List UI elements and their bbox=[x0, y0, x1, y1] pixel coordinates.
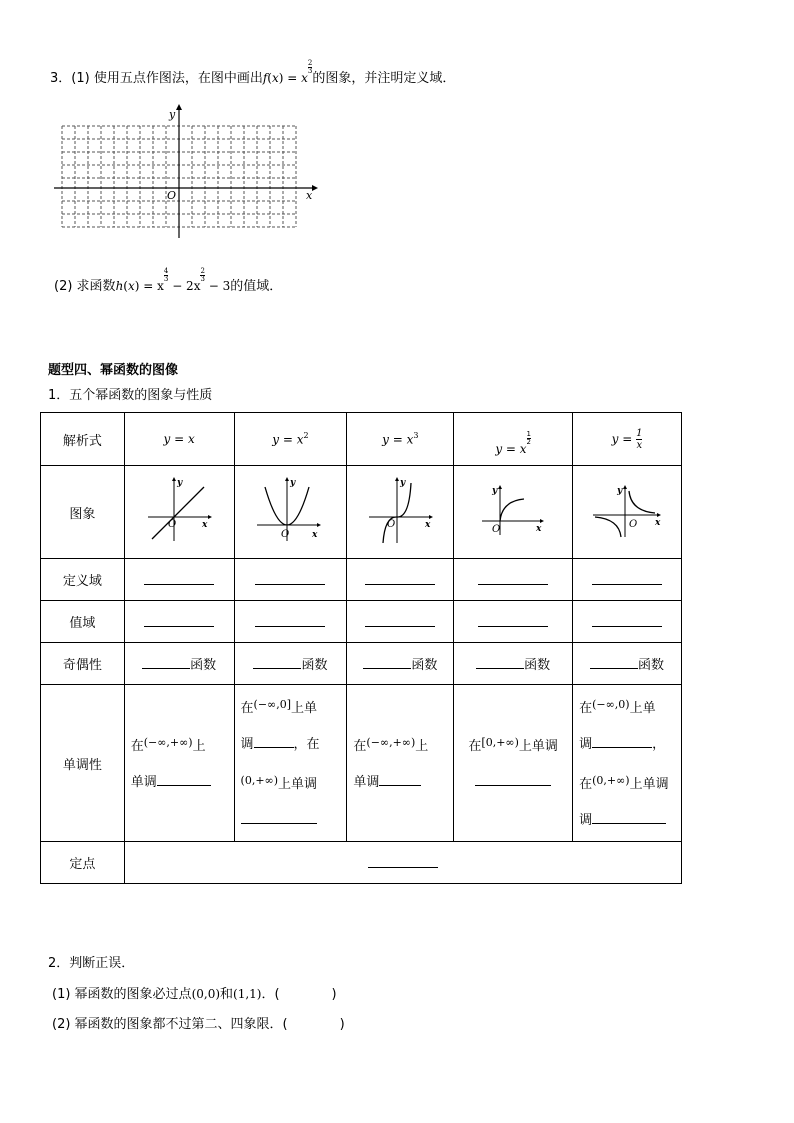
row-label-range: 值域 bbox=[41, 601, 125, 643]
mono4-interval: [0,+∞) bbox=[481, 736, 519, 749]
mono5-e: 在 bbox=[579, 777, 593, 792]
y-axis-arrow bbox=[176, 104, 182, 110]
q3-grid-figure bbox=[50, 102, 320, 242]
domain-blank-4[interactable] bbox=[454, 559, 573, 601]
g4-y: y bbox=[492, 486, 498, 496]
q2-s1-p1: (0,0) bbox=[191, 987, 221, 1001]
mono-cell-3[interactable] bbox=[347, 685, 454, 842]
formula-4-exp-den: 2 bbox=[526, 438, 532, 446]
g4-x: x bbox=[536, 524, 542, 534]
parity-suffix-3: 函数 bbox=[411, 658, 438, 673]
f-paren-open: ( bbox=[267, 71, 272, 85]
domain-blank-5[interactable] bbox=[573, 559, 682, 601]
mono5-d: ， bbox=[652, 737, 666, 752]
q2-statement-2: (2) 幂函数的图象都不过第二、四象限．( ) bbox=[52, 1017, 345, 1032]
mono5-b: 上单 bbox=[629, 701, 656, 716]
f-eq: = bbox=[283, 71, 302, 85]
range-blank-2[interactable] bbox=[234, 601, 347, 643]
grid-origin-label: O bbox=[167, 189, 177, 202]
grid-axes bbox=[54, 108, 312, 238]
mono1-a: 在 bbox=[130, 739, 144, 754]
x-axis-arrow bbox=[312, 185, 318, 191]
parity-suffix-2: 函数 bbox=[301, 658, 328, 673]
mono1-blank[interactable] bbox=[157, 771, 211, 786]
mono1-c: 单调 bbox=[130, 775, 157, 790]
row-label-formula: 解析式 bbox=[41, 413, 125, 466]
h-rhs-1: = x bbox=[139, 279, 164, 293]
mono2-a: 在 bbox=[240, 701, 254, 716]
range-blank-5[interactable] bbox=[573, 601, 682, 643]
f-exp-num: 2 bbox=[307, 59, 313, 67]
h-exp2-den: 3 bbox=[200, 275, 205, 283]
mono-cell-4[interactable] bbox=[454, 685, 573, 842]
g1-o: O bbox=[168, 519, 177, 530]
parity-cell-5[interactable] bbox=[573, 643, 682, 685]
mono2-d: ，在 bbox=[293, 737, 320, 752]
row-label-graph: 图象 bbox=[41, 466, 125, 559]
formula-3-exp: 3 bbox=[413, 430, 419, 440]
parity-suffix-4: 函数 bbox=[524, 658, 551, 673]
parity-cell-1[interactable] bbox=[124, 643, 234, 685]
mono5-c: 调 bbox=[579, 737, 593, 752]
q3-line2 bbox=[54, 268, 282, 296]
parity-cell-3[interactable] bbox=[347, 643, 454, 685]
q2-s1-p2: (1,1) bbox=[233, 987, 262, 1001]
formula-3: y = x bbox=[382, 432, 414, 447]
q2-title: 2．判断正误． bbox=[48, 956, 135, 971]
graph-cell-5 bbox=[573, 466, 682, 559]
formula-4-exp bbox=[527, 431, 531, 446]
mono3-blank[interactable] bbox=[379, 771, 421, 786]
formula-4: y = x bbox=[495, 442, 527, 456]
g1-x: x bbox=[202, 520, 208, 530]
mono3-a: 在 bbox=[353, 739, 367, 754]
mono2-e: 上单调 bbox=[278, 777, 318, 792]
parity-cell-2[interactable] bbox=[234, 643, 347, 685]
grid-x-label: x bbox=[306, 189, 313, 202]
mono5-a: 在 bbox=[579, 701, 593, 716]
mono3-b: 上 bbox=[415, 739, 429, 754]
row-monotonic bbox=[41, 685, 682, 842]
formula-5-num: 1 bbox=[636, 427, 643, 439]
g5-y: y bbox=[617, 486, 623, 496]
formula-cell-4 bbox=[454, 413, 573, 466]
mono5-f: 上单调 bbox=[629, 777, 669, 792]
formula-2-exp: 2 bbox=[303, 430, 309, 440]
formula-cell-3 bbox=[347, 413, 454, 466]
mono2-blank1[interactable] bbox=[254, 733, 294, 748]
formula-cell-2 bbox=[234, 413, 347, 466]
row-range bbox=[41, 601, 682, 643]
g5-x: x bbox=[655, 518, 661, 528]
mono4-blank[interactable] bbox=[475, 771, 551, 786]
mono2-interval1: (−∞,0] bbox=[253, 698, 292, 711]
graph-cube bbox=[365, 475, 435, 545]
mono5-interval1: (−∞,0) bbox=[592, 698, 630, 711]
mono2-b: 上单 bbox=[291, 701, 318, 716]
h-rhs-2: − 2x bbox=[168, 279, 201, 293]
q3-h-formula: h(x) = x $^{\frac{4}{3}}$ − 2x $^{\frac{2}{3}}$ − 3 bbox=[115, 267, 231, 293]
g3-x: x bbox=[425, 520, 431, 530]
graph-cell-4 bbox=[454, 466, 573, 559]
f-paren-close: ) bbox=[278, 71, 284, 85]
row-domain bbox=[41, 559, 682, 601]
mono5-blank1[interactable] bbox=[592, 733, 652, 748]
g2-o: O bbox=[281, 529, 290, 540]
h-exp1-den: 3 bbox=[163, 275, 169, 283]
mono5-blank2[interactable] bbox=[592, 809, 666, 824]
h-name: h bbox=[115, 279, 124, 293]
mono4-a: 在 bbox=[468, 739, 482, 754]
range-blank-3[interactable] bbox=[347, 601, 454, 643]
q3-line1-prefix: 3．(1) 使用五点作图法，在图中画出 bbox=[50, 71, 263, 86]
q2-s1-suffix: ．( ) bbox=[261, 987, 337, 1002]
graph-sqrt bbox=[478, 475, 548, 545]
mono2-c: 调 bbox=[240, 737, 254, 752]
q3-line2-prefix: (2) 求函数 bbox=[54, 279, 116, 294]
q2-s1-prefix: (1) 幂函数的图象必过点 bbox=[52, 987, 192, 1002]
row-label-monotonic: 单调性 bbox=[41, 685, 125, 842]
domain-blank-3[interactable] bbox=[347, 559, 454, 601]
power-function-table bbox=[40, 412, 682, 884]
mono3-c: 单调 bbox=[353, 775, 380, 790]
mono2-blank2[interactable] bbox=[241, 809, 317, 824]
mono1-interval: (−∞,+∞) bbox=[143, 736, 193, 749]
q3-f-formula bbox=[262, 59, 313, 85]
domain-blank-2[interactable] bbox=[234, 559, 347, 601]
g5-o: O bbox=[629, 519, 638, 530]
section-item1: 1．五个幂函数的图象与性质 bbox=[48, 388, 213, 403]
mono5-g: 调 bbox=[579, 813, 593, 828]
mono1-b: 上 bbox=[192, 739, 206, 754]
f-name: f bbox=[262, 71, 268, 85]
g3-y: y bbox=[400, 478, 406, 488]
parity-suffix-5: 函数 bbox=[638, 658, 665, 673]
graph-cell-3 bbox=[347, 466, 454, 559]
formula-5-den: x bbox=[636, 439, 643, 451]
h-var: x bbox=[127, 279, 135, 293]
range-blank-1[interactable] bbox=[124, 601, 234, 643]
formula-4-exp-num: 1 bbox=[526, 430, 532, 438]
formula-2: y = x bbox=[272, 432, 304, 447]
mono2-interval2: (0,+∞) bbox=[240, 774, 278, 787]
g2-y: y bbox=[290, 478, 296, 488]
g1-y: y bbox=[177, 478, 183, 488]
fixed-point-blank[interactable] bbox=[124, 842, 681, 884]
mono-cell-2[interactable] bbox=[234, 685, 347, 842]
range-blank-4[interactable] bbox=[454, 601, 573, 643]
mono3-interval: (−∞,+∞) bbox=[366, 736, 416, 749]
formula-1: y = x bbox=[163, 431, 195, 446]
parity-suffix-1: 函数 bbox=[190, 658, 217, 673]
formula-cell-1 bbox=[124, 413, 234, 466]
section-title: 题型四、幂函数的图像 bbox=[48, 363, 179, 378]
mono5-interval2: (0,+∞) bbox=[592, 774, 630, 787]
graph-cell-2 bbox=[234, 466, 347, 559]
g4-o: O bbox=[492, 524, 501, 535]
parity-cell-4[interactable] bbox=[454, 643, 573, 685]
h-exp1-num: 4 bbox=[163, 267, 169, 275]
graph-linear bbox=[144, 475, 214, 545]
formula-cell-5 bbox=[573, 413, 682, 466]
g3-o: O bbox=[387, 519, 396, 530]
q3-line1-suffix: 的图象，并注明定义域． bbox=[312, 71, 456, 86]
f-base: x bbox=[301, 71, 308, 85]
row-label-fixed-point: 定点 bbox=[41, 842, 125, 884]
graph-square bbox=[255, 475, 325, 545]
f-var: x bbox=[271, 71, 279, 85]
row-fixed-point bbox=[41, 842, 682, 884]
mono-cell-5[interactable] bbox=[573, 685, 682, 842]
row-label-domain: 定义域 bbox=[41, 559, 125, 601]
q2-s1-and: 和 bbox=[220, 987, 234, 1002]
formula-5: y = bbox=[611, 431, 637, 446]
graph-cell-1 bbox=[124, 466, 234, 559]
mono4-b: 上单调 bbox=[518, 739, 558, 754]
row-graph bbox=[41, 466, 682, 559]
g2-x: x bbox=[312, 530, 318, 540]
graph-reciprocal bbox=[589, 475, 665, 545]
mono-cell-1[interactable] bbox=[124, 685, 234, 842]
f-exp-den: 3 bbox=[307, 67, 313, 75]
h-exp2-num: 2 bbox=[200, 267, 205, 275]
formula-5-frac bbox=[636, 428, 642, 451]
q2-statement-1 bbox=[52, 985, 337, 1004]
domain-blank-1[interactable] bbox=[124, 559, 234, 601]
q3-line1 bbox=[50, 60, 455, 88]
row-parity bbox=[41, 643, 682, 685]
grid-y-label: y bbox=[169, 108, 176, 121]
q3-line2-suffix: 的值域． bbox=[230, 279, 283, 294]
row-formula bbox=[41, 413, 682, 466]
row-label-parity: 奇偶性 bbox=[41, 643, 125, 685]
h-rhs-3: − 3 bbox=[204, 279, 231, 293]
